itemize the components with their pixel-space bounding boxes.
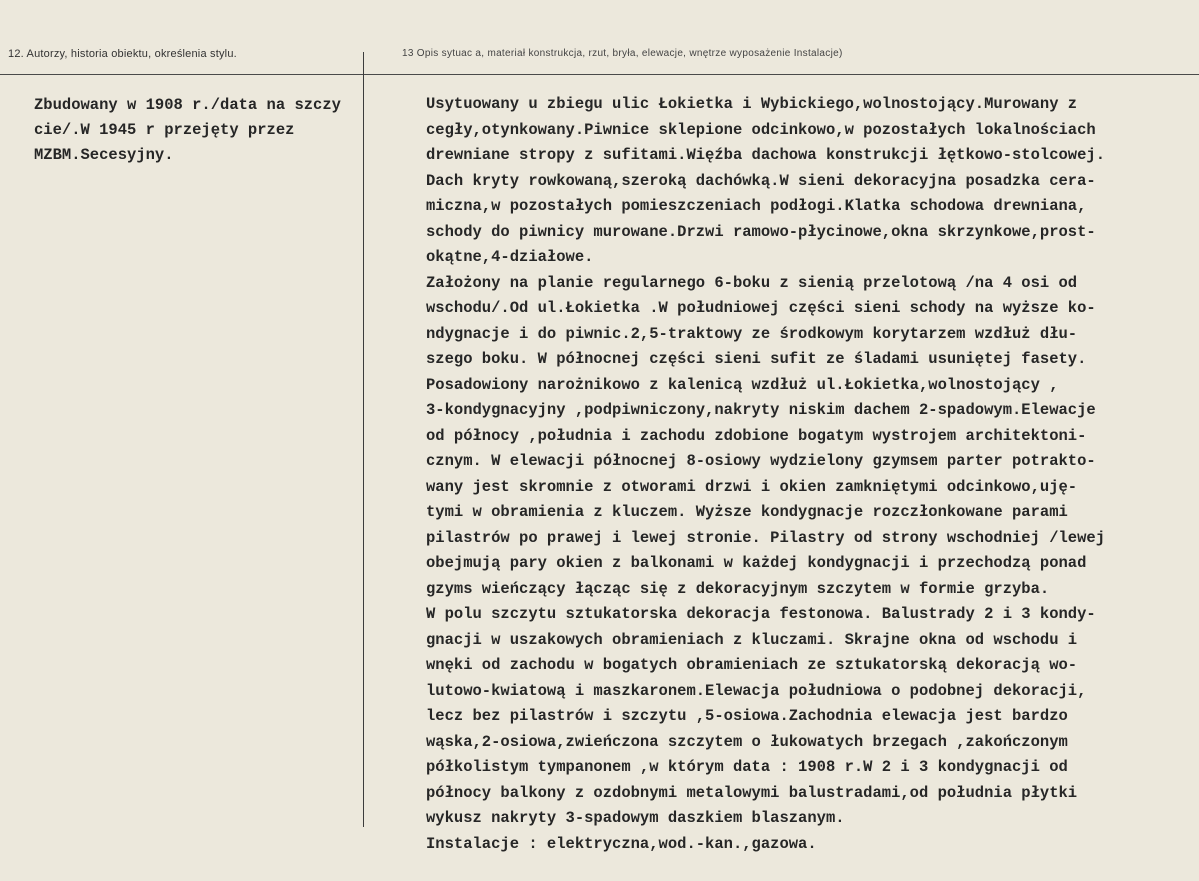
description-line: wschodu/.Od ul.Łokietka .W południowej części sieni schody na wyższe ko- (426, 299, 1096, 317)
description-line: drewniane stropy z sufitami.Więźba dachowa konstrukcji łętkowo-stolcowej. (426, 146, 1106, 164)
history-line: MZBM.Secesyjny. (34, 146, 174, 164)
description-line: wykusz nakryty 3-spadowym daszkiem blaszanym. (426, 809, 845, 827)
description-line: wąska,2-osiowa,zwieńczona szczytem o łukowatych brzegach ,zakończonym (426, 732, 1068, 751)
header-rule (0, 74, 1199, 75)
description-line: okątne,4-działowe. (426, 248, 594, 266)
description-line: miczna,w pozostałych pomieszczeniach podłogi.Klatka schodowa drewniana, (426, 197, 1087, 215)
description-line: od północy ,południa i zachodu zdobione bogatym wystrojem architektoni- (426, 426, 1087, 445)
description-line: ndygnacje i do piwnic.2,5-traktowy ze środkowym korytarzem wzdłuż dłu- (426, 324, 1078, 343)
description-line: Dach kryty rowkowaną,szeroką dachówką.W sieni dekoracyjna posadzka cera- (426, 171, 1096, 190)
description-line: schody do piwnicy murowane.Drzwi ramowo-płycinowe,okna skrzynkowe,prost- (426, 222, 1096, 241)
description-line: Posadowiony narożnikowo z kalenicą wzdłuż ul.Łokietka,wolnostojący , (426, 375, 1059, 394)
description-line: cznym. W elewacji północnej 8-osiowy wydzielony gzymsem parter potrakto- (426, 452, 1096, 470)
description-line: lecz bez pilastrów i szczytu ,5-osiowa.Zachodnia elewacja jest bardzo (426, 707, 1068, 725)
section-12-heading: 12. Autorzy, historia obiektu, określenia stylu. (8, 48, 237, 60)
description-line: gnacji w uszakowych obramieniach z kluczami. Skrajne okna od wschodu i (426, 630, 1078, 649)
history-line: Zbudowany w 1908 r./data na szczy (34, 96, 341, 114)
history-line: cie/.W 1945 r przejęty przez (34, 121, 295, 139)
description-line: pilastrów po prawej i lewej stronie. Pilastry od strony wschodniej /lewej (426, 528, 1106, 547)
description-line: W polu szczytu sztukatorska dekoracja festonowa. Balustrady 2 i 3 kondy- (426, 605, 1096, 623)
description-line: wany jest skromnie z otworami drzwi i okien zamkniętymi odcinkowo,uję- (426, 477, 1078, 496)
description-line: Założony na planie regularnego 6-boku z sienią przelotową /na 4 osi od (426, 273, 1078, 292)
description-line: wnęki od zachodu w bogatych obramieniach ze sztukatorską dekoracją wo- (426, 656, 1078, 674)
description-line: lutowo-kwiatową i maszkaronem.Elewacja południowa o podobnej dekoracji, (426, 681, 1087, 700)
description-line: tymi w obramienia z kluczem. Wyższe kondygnacje rozczłonkowane parami (426, 503, 1068, 521)
description-line: szego boku. W północnej części sieni sufit ze śladami usuniętej fasety. (426, 350, 1087, 368)
description-line: gzyms wieńczący łącząc się z dekoracyjnym szczytem w formie grzyba. (426, 579, 1050, 598)
history-text (34, 93, 369, 168)
description-line: Instalacje : elektryczna,wod.-kan.,gazowa. (426, 834, 817, 853)
section-13-heading: 13 Opis sytuac a, materiał konstrukcja, rzut, bryła, elewacje, wnętrze wyposażenie Instalacje) (402, 48, 843, 59)
description-line: półkolistym tympanonem ,w którym data : 1908 r.W 2 i 3 kondygnacji od (426, 758, 1068, 776)
description-line: obejmują pary okien z balkonami w każdej kondygnacji i przechodzą ponad (426, 554, 1087, 572)
description-line: cegły,otynkowany.Piwnice sklepione odcinkowo,w pozostałych lokalnościach (426, 120, 1096, 139)
description-text (426, 92, 1186, 857)
description-line: północy balkony z ozdobnymi metalowymi balustradami,od południa płytki (426, 783, 1078, 802)
description-line: 3-kondygnacyjny ,podpiwniczony,nakryty niskim dachem 2-spadowym.Elewacje (426, 401, 1096, 419)
description-line: Usytuowany u zbiegu ulic Łokietka i Wybickiego,wolnostojący.Murowany z (426, 95, 1078, 113)
column-divider (363, 52, 364, 827)
